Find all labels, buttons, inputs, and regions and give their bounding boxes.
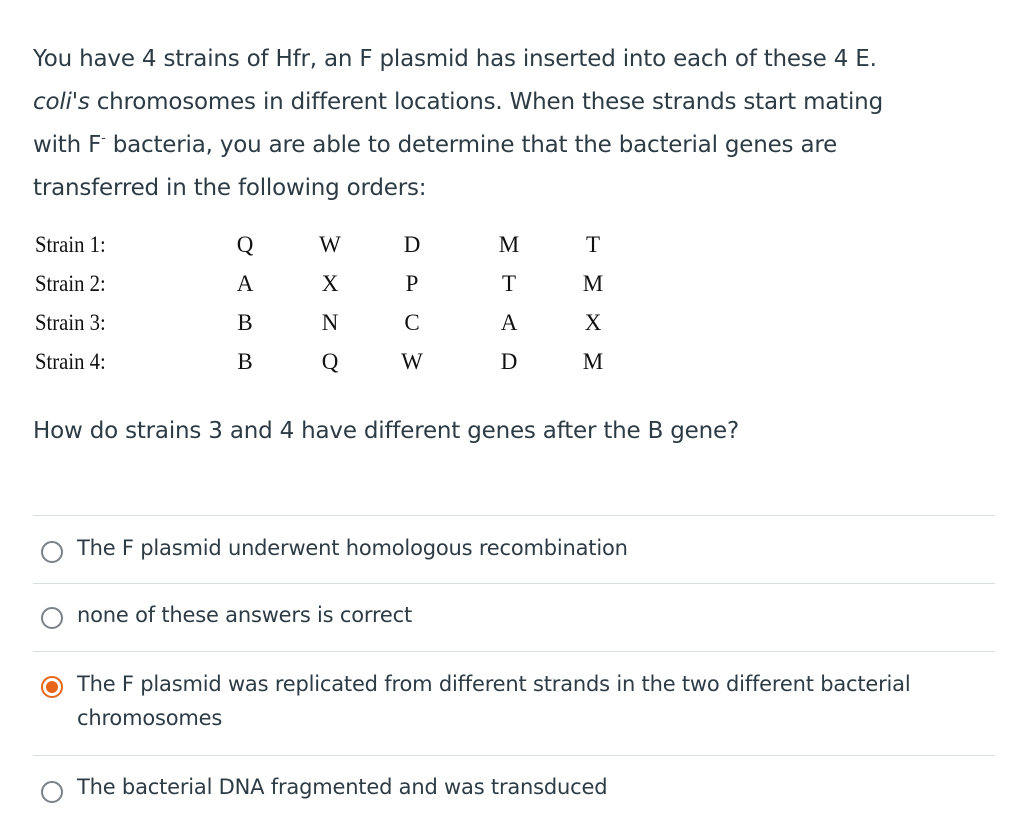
question-line-1: You have 4 strains of Hfr, an F plasmid has inserted into each of these 4 E. bbox=[33, 46, 877, 72]
strain-row bbox=[35, 271, 604, 310]
gene-cell: M bbox=[582, 271, 604, 296]
question-line-3-post: bacteria, you are able to determine that the bacterial genes are bbox=[105, 132, 838, 158]
question-line-4: transferred in the following orders: bbox=[33, 175, 427, 201]
answer-choices bbox=[33, 515, 995, 819]
strain-label: Strain 3: bbox=[35, 310, 106, 335]
answer-label[interactable]: The F plasmid was replicated from different strands in the two different bacterial chromosomes bbox=[77, 672, 911, 730]
answer-label[interactable]: none of these answers is correct bbox=[77, 603, 413, 627]
strain-gene-order-table bbox=[35, 232, 604, 388]
gene-cell: M bbox=[498, 232, 520, 257]
gene-cell: Q bbox=[321, 349, 339, 374]
gene-cell: M bbox=[582, 349, 604, 374]
answer-option[interactable] bbox=[33, 515, 995, 583]
gene-cell: D bbox=[500, 349, 518, 374]
gene-cell: W bbox=[401, 349, 423, 374]
gene-cell: D bbox=[403, 232, 421, 257]
answer-option[interactable] bbox=[33, 755, 995, 819]
gene-cell: W bbox=[319, 232, 341, 257]
f-minus-superscript: - bbox=[101, 131, 106, 146]
strain-label: Strain 2: bbox=[35, 271, 106, 296]
strain-row bbox=[35, 310, 602, 349]
strain-label: Strain 1: bbox=[35, 232, 106, 257]
gene-cell: B bbox=[237, 349, 253, 374]
question-text bbox=[33, 38, 993, 210]
strain-row bbox=[35, 349, 604, 388]
radio-button[interactable] bbox=[41, 541, 63, 563]
radio-button[interactable] bbox=[41, 607, 63, 629]
gene-cell: T bbox=[501, 271, 517, 296]
answer-option-selected[interactable] bbox=[33, 651, 995, 755]
gene-cell: B bbox=[237, 310, 253, 335]
gene-cell: N bbox=[321, 310, 339, 335]
gene-cell: X bbox=[584, 310, 602, 335]
gene-cell: P bbox=[405, 271, 419, 296]
radio-button-checked[interactable] bbox=[41, 676, 63, 698]
question-line-2 bbox=[33, 81, 993, 124]
answer-label[interactable]: The bacterial DNA fragmented and was transduced bbox=[77, 775, 608, 799]
question-line-2-rest: chromosomes in different locations. When these strands start mating bbox=[89, 89, 883, 115]
question-prompt: How do strains 3 and 4 have different genes after the B gene? bbox=[33, 418, 739, 444]
gene-cell: T bbox=[585, 232, 601, 257]
question-line-3-pre: with F bbox=[33, 132, 102, 158]
answer-label[interactable]: The F plasmid underwent homologous recombination bbox=[77, 536, 628, 560]
italic-species-name: coli's bbox=[33, 89, 90, 115]
answer-option[interactable] bbox=[33, 583, 995, 651]
gene-cell: A bbox=[500, 310, 518, 335]
radio-button[interactable] bbox=[41, 781, 63, 803]
strain-row bbox=[35, 232, 601, 271]
question-line-3 bbox=[33, 124, 993, 167]
gene-cell: C bbox=[404, 310, 420, 335]
gene-cell: X bbox=[321, 271, 339, 296]
gene-cell: A bbox=[236, 271, 254, 296]
gene-cell: Q bbox=[236, 232, 254, 257]
strain-label: Strain 4: bbox=[35, 349, 106, 374]
